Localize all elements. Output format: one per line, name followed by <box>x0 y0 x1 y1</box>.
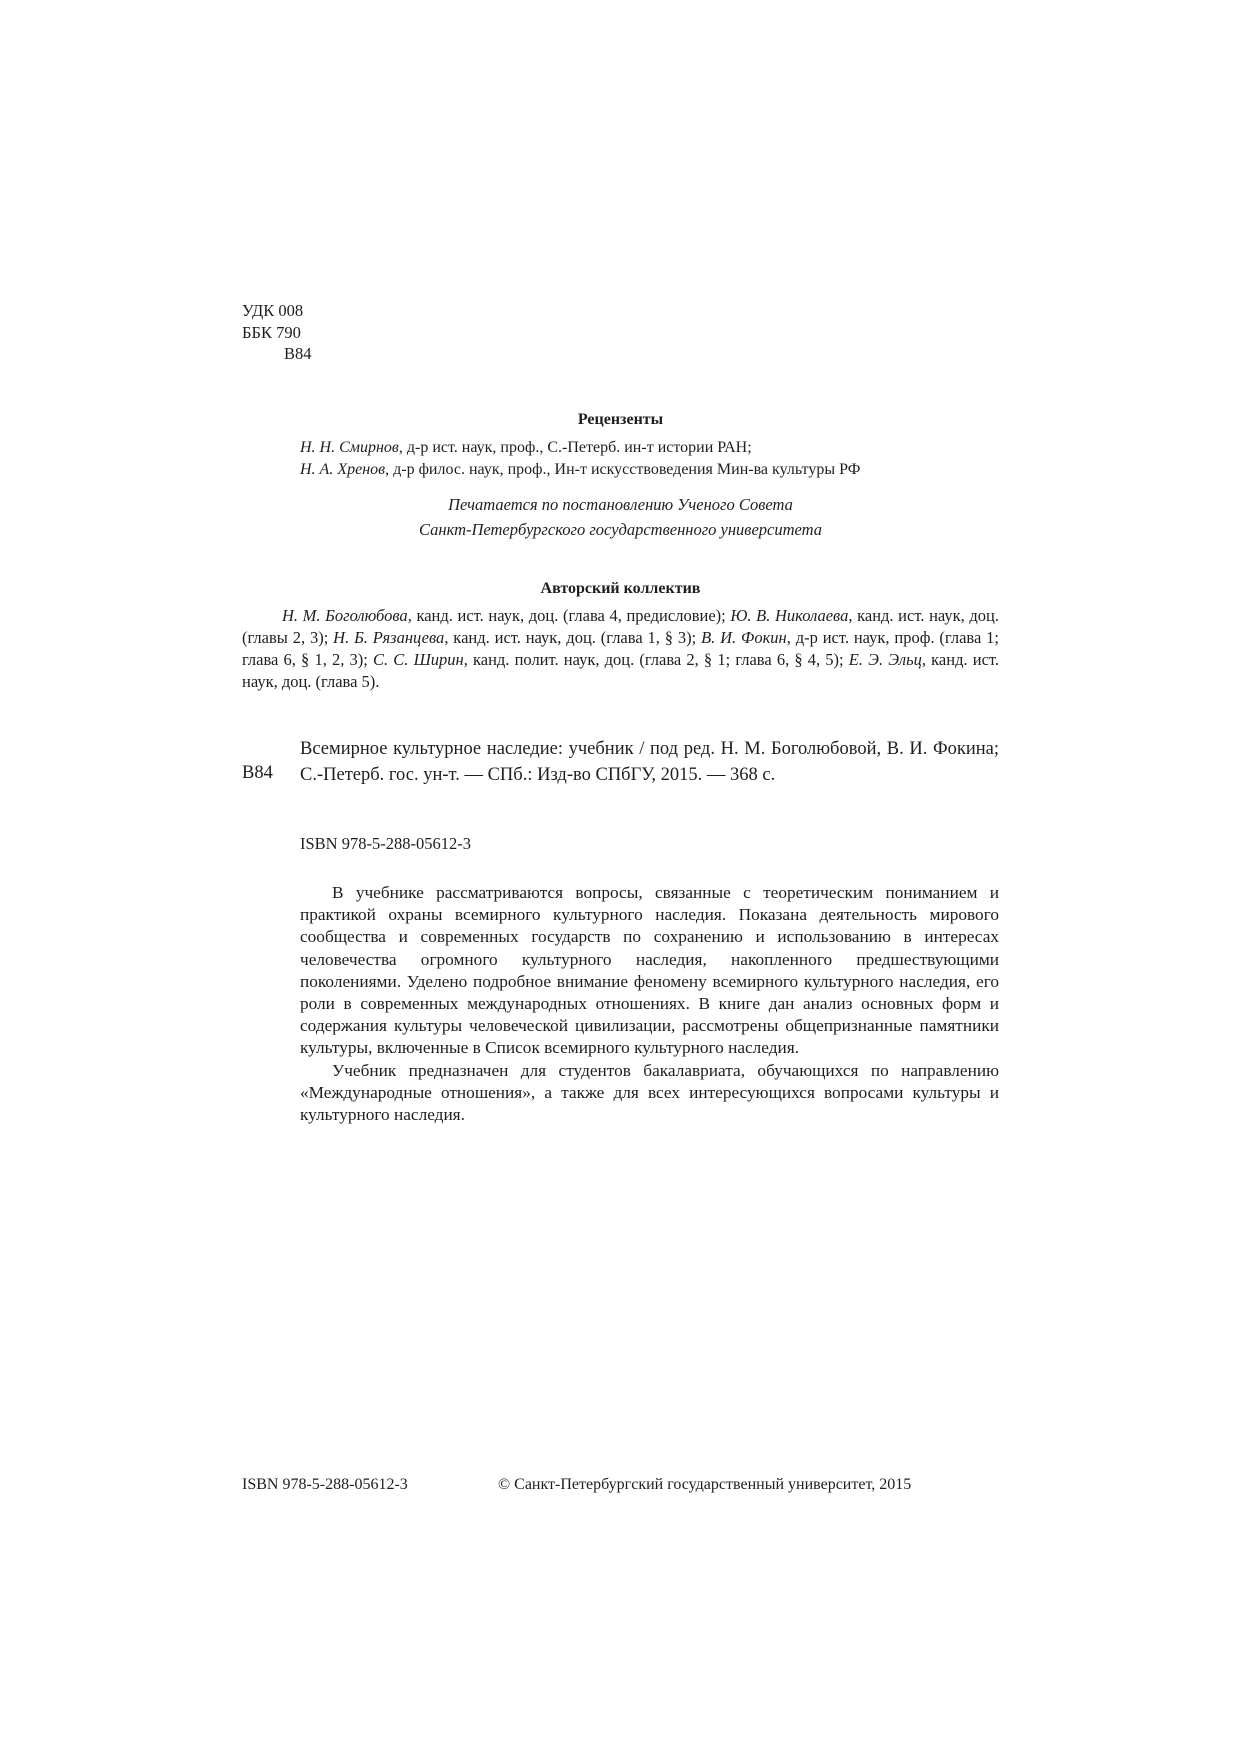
udk-code: УДК 008 <box>242 301 304 320</box>
reviewers-heading: Рецензенты <box>577 411 664 428</box>
reviewer-1 <box>300 437 860 459</box>
author-3-name: Н. Б. Рязанцева <box>333 628 445 647</box>
author-4-info: , д-р ист. наук, проф. (глава 1; глава 6, § 1, 2, 3); <box>242 628 1000 669</box>
imprint-note-line-1: Печатается по постановлению Ученого Совета <box>448 495 793 514</box>
author-1-info: , канд. ист. наук, доц. (глава 4, предисловие); <box>407 606 731 625</box>
imprint-note <box>242 492 999 542</box>
author-6-name: Е. Э. Эльц <box>848 650 922 669</box>
author-1-name: Н. М. Боголюбова <box>282 606 408 625</box>
bibliographic-description: Всемирное культурное наследие: учебник / под ред. Н. М. Боголюбовой, В. И. Фокина; С.-Петерб. гос. ун-т. — СПб.: Изд-во СПбГУ, 2015. — 368 с. <box>300 739 999 785</box>
reviewers-list <box>300 437 860 480</box>
author-2-info: , канд. ист. наук, доц. (главы 2, 3); <box>242 606 1000 647</box>
classification-codes <box>242 300 312 365</box>
author-5-name: С. С. Ширин <box>373 650 464 669</box>
footer-isbn: ISBN 978-5-288-05612-3 <box>242 1476 408 1493</box>
author-3-info: , канд. ист. наук, доц. (глава 1, § 3); <box>444 628 702 647</box>
bbk-code: ББК 790 <box>242 322 301 342</box>
authors-list <box>242 605 999 693</box>
imprint-note-line-2: Санкт-Петербургского государственного университета <box>419 520 822 539</box>
abstract-paragraph-2: Учебник предназначен для студентов бакалавриата, обучающихся по направлению «Международные отношения», а также для всех интересующихся вопросами культуры и культурного наследия. <box>300 1060 999 1125</box>
author-4-name: В. И. Фокин <box>701 628 787 647</box>
author-6-info: , канд. ист. наук, доц. (глава 5). <box>242 650 1000 691</box>
abstract <box>300 882 999 1126</box>
footer-copyright: © Санкт-Петербургский государственный университет, 2015 <box>498 1476 912 1493</box>
bibliographic-label: В84 <box>242 763 273 783</box>
author-5-info: , канд. полит. наук, доц. (глава 2, § 1; глава 6, § 4, 5); <box>463 650 849 669</box>
reviewer-1-info: , д-р ист. наук, проф., С.-Петерб. ин-т истории РАН; <box>398 439 752 456</box>
reviewer-2-info: , д-р филос. наук, проф., Ин-т искусствоведения Мин-ва культуры РФ <box>385 460 861 478</box>
reviewer-2 <box>300 459 860 481</box>
abstract-paragraph-1: В учебнике рассматриваются вопросы, связанные с теоретическим пониманием и практикой охраны всемирного культурного наследия. Показана деятельность мирового сообщества и современных государств по сохранению и использованию в интересах человечества огромного культурного наследия, накопленного предшествующими поколениями. Уделено подробное внимание феномену всемирного культурного наследия, его роли в современных международных отношениях. В книге дан анализ основных форм и содержания культуры человеческой цивилизации, рассмотрены общепризнанные памятники культуры, включенные в Список всемирного культурного наследия. <box>300 883 999 1058</box>
author-2-name: Ю. В. Николаева <box>730 606 849 625</box>
reviewer-1-name: Н. Н. Смирнов <box>300 439 399 456</box>
reviewer-2-name: Н. А. Хренов <box>300 460 386 478</box>
isbn: ISBN 978-5-288-05612-3 <box>300 834 471 853</box>
author-mark: В84 <box>284 344 312 363</box>
authors-heading: Авторский коллектив <box>540 580 701 597</box>
